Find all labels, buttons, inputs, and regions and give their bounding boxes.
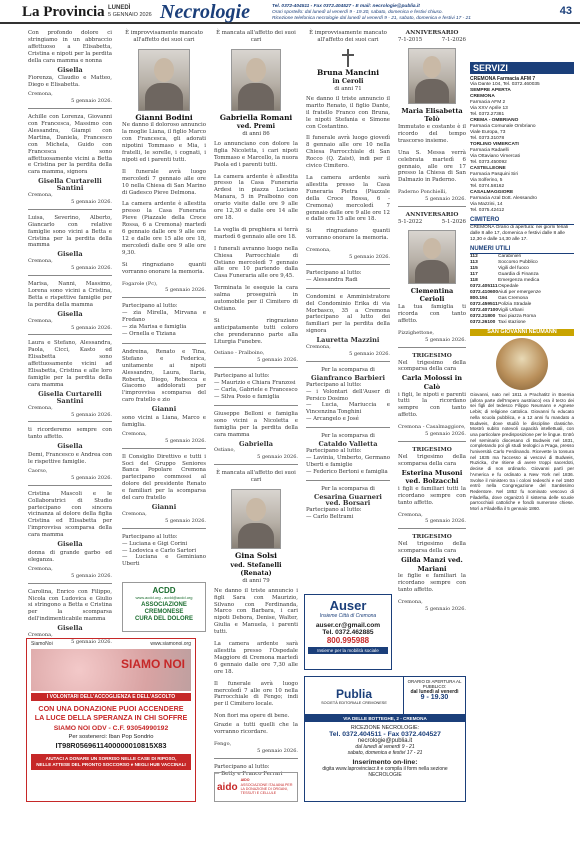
pharmacy-line: Via XXV Aprile 13	[470, 106, 508, 111]
mourner: — Luciana e Gigi Corini	[122, 540, 188, 547]
publia-logo: Publia	[335, 686, 372, 701]
pharmacy-line: CASTELLEONE	[470, 166, 506, 171]
mourner: — Lucia, Mariuccia e Vincenzina Tonghini	[306, 402, 390, 416]
acdd-url[interactable]: www.acdd.org - acdd@acdd.org	[135, 595, 193, 600]
auser-logo: Auser	[329, 598, 367, 613]
phone-number: 0372.405111	[470, 284, 498, 289]
publia-tel: Tel. 0372.404511 - Fax 0372.404527	[329, 731, 441, 738]
pharmacy-line: Tel. 0372.27381	[470, 112, 505, 117]
siamonoi-bank: Per sostenerci: Iban Pop Sondrio	[68, 734, 154, 740]
deceased-name: Gisella	[57, 442, 83, 451]
notice	[28, 114, 112, 206]
deceased-photo-maria-elisabetta-telo	[408, 48, 456, 104]
notice	[28, 491, 112, 580]
publia-email[interactable]: necrologie@publia.it	[357, 738, 413, 744]
phone-number-label: Vigili Urbani	[498, 308, 524, 313]
saint-biography: Giovanni, nato nel 1811 a Prachatitz in Boemia (allora parte dell'Impero austriaco) era il terzo dei sei figli del tedesco Filippo Neumann e Agnese Lebis; di religione cattolica. Giovanni fu educato nella scuola pubblica, e a 12 anni fu mandato a Budweis, dove studiò le discipline classiche. Mostrò subito notevoli capacità intellettuali, con una particolare predisposizione per le lingue. Entrò nel seminario diocesano di Budweis nel 1831, completando poi gli studi teologici a Praga, presso l'università Carlo Ferdinando. Ricevette la tonsura nel 1835 ma l'accesso ai vescovi di Budweis, Ruzicka, che ritiene di avere troppi sacerdoti, decise di non ordinarlo. Giovanni partì per l'America e fu ordinato a New York nel 1836. Svolse il ministero tra i coloni tedeschi e nel 1840 entrò nella Congregazione del Santissimo Redentore. Nel 1852 fu nominato vescovo di Filadelfia, dove organizzò il sistema delle scuole parrocchiali cattoliche e fondò numerose chiese. Morì a Filadelfia il 5 gennaio 1860.	[470, 392, 574, 512]
acdd-logo: ACDD	[152, 586, 176, 595]
notice-city: Cremona,	[28, 565, 53, 572]
divider	[28, 421, 112, 422]
mourner: — Lodovica e Carlo Sartori	[122, 547, 197, 554]
useful-numbers-list	[470, 254, 574, 326]
notice-text: Cristina Mascoli e le Collaboratrici di Studio partecipano con sincera vicinanza al dolore della figlia Cristina ed Elisabetta per l'improvvisa scomparsa della cara mamma	[28, 490, 112, 539]
saint-image	[496, 338, 548, 390]
divider	[28, 334, 112, 335]
deceased-photo-gabriella-romani	[231, 49, 281, 111]
deceased-name: Gisella	[57, 309, 83, 318]
phone-number-label: Vigili del fuoco	[498, 266, 529, 271]
notice-city: Cremona,	[28, 192, 53, 199]
pharmacy-list	[470, 82, 574, 214]
pharmacy-line: Viale Europa, 73	[470, 130, 506, 135]
acdd-name: ASSOCIAZIONE CREMONESE CURA DEL DOLORE	[134, 602, 193, 622]
siamonoi-footer: AIUTACI A DONARE UN SORRISO NELLE CASE DI RIPOSO, NELLE ATTESE DEL PRONTO SOCCORSO e NEGLI HUB VACCINALI	[31, 754, 191, 770]
mourner: — Federico Bertoni e famiglia	[306, 468, 388, 475]
mourners-list	[306, 277, 390, 284]
pharmacy-line: Farmacia AFM 2	[470, 100, 506, 105]
notice-date: 5 gennaio 2026.	[71, 198, 112, 205]
cemetery-title: CIMITERO	[470, 216, 574, 225]
auser-phone: 800.995988	[326, 636, 370, 645]
divider	[28, 209, 112, 210]
phone-number: 0372.21800	[470, 314, 496, 319]
pharmacy-line: Tel. 0374.58162	[470, 184, 505, 189]
auser-tagline: Insieme Città di Cremona	[319, 613, 377, 619]
column-2: È improvvisamente mancato all'affetto dei suoi cari Gianni Bodini Ne danno il doloroso annuncio la moglie Liana, il figlio Marco con Francesca, gli adorati nipotini Tommaso e Mia, i fratelli, le sorelle, i cognati, i nipoti ed i parenti tutti. Il funerale avrà luogo mercoledì 7 gennaio alle ore 10 nella Chiesa di San Marino di Gadesco Pieve Delmona. La camera ardente è allestita presso la Casa Funeraria Pieve (Piazzale della Croce Rossa, 6 a Cremona) martedì 6 gennaio dalle ore 9 alle ore 12 e dalle ore 15 alle ore 18, mercoledì dalle ore 9 alle ore 9,30. Si ringraziano quanti vorranno onorare la memoria. Fogarole (Pc), 5 gennaio 2026. Partecipano al lutto: — zia Mirella, Mirvana e Fredano — zia Marisa e famiglia — Ornella e Tiziana Andreina, Renato e Tina, Stefano e Federica, unitamente ai nipoti Alessandro, Laura, Ilaria, Roberta, Diego, Rebecca e Giacomo addolorati per l'improvvisa scomparsa del caro fratello e zio Gianni sono vicini a Liana, Marco e famiglia. Cremona, 5 gennaio 2026. Il Consiglio Direttivo e tutti i Soci del Gruppo Seniores Banca Popolare Cremona partecipano commossi al dolore del presidente Renato e familiari per la scomparsa del caro fratello Gianni Cremona, 5 gennaio 2026. Partecipano al lutto: — Luciana e Gigi Corini — Lodovica e Carlo Sartori — Luciana e Geminiano Uberti	[122, 30, 206, 568]
phone-number-label: Ospedale	[498, 284, 519, 289]
notice-text: Marisa, Nanni, Massimo, Lorena sono vicini a Cristina, Betta e rispettive famiglie per la perdita della mamma	[28, 281, 112, 308]
notice-text: Luisa, Severino, Alberto, Giancarlo con relative famiglie sono vicini a Betta e Cristina per la perdita della mamma	[28, 214, 112, 249]
notice-city: Cremona,	[28, 91, 53, 98]
notice-city: Cremona,	[28, 404, 53, 411]
notice-date: 5 gennaio 2026.	[71, 411, 112, 418]
siamonoi-title: SIAMO NOI	[120, 657, 185, 671]
siamonoi-url[interactable]: www.siamonoi.org	[150, 641, 191, 647]
pharmacy-line: Tel. 0373.31078	[470, 136, 505, 141]
phone-number-label: Guardia di Finanza	[498, 272, 539, 277]
publia-ad: Publia SOCIETÀ EDITORIALE CREMONESE ORARIO DI APERTURA AL PUBBLICO: dal lunedì al venerdì 9 - 19.30 VIA DELLE BOTTEGHE, 2 - CREMONA RICEZIONE NECROLOGIE: Tel. 0372.404511 - Fax 0372.404527 necrologie@publia.it dal lunedì al venerdì 9 - 21 sabato, domenica e festivi 17 - 21 Inserimento on-line: digita www.laprovinciacr.it e compila il form nella sezione NECROLOGIE	[304, 676, 466, 802]
phone-number: 0372.410600	[470, 290, 499, 295]
mourner: — zia Marisa e famiglia	[122, 324, 187, 331]
auser-ad	[304, 594, 392, 670]
deceased-photo-gianni-bodini	[138, 49, 190, 111]
column-3: È mancata all'affetto dei suoi cari Gabriella Romani ved. Premi di anni 86 Lo annunciano con dolore la figlia Nicoletta, i cari nipoti Tommaso e Marcello, la nuora Paola ed i parenti tutti. La camera ardente è allestita presso la Casa Funeraria Ardesi in piazza Luciano Manara, 5 in Pralboino con orario visite dalle ore 9 alle ore 12,30 e dalle ore 14 alle ore 18. La veglia di preghiera si terrà martedì 6 gennaio alle ore 18. I funerali avranno luogo nella Chiesa Parrocchiale di Ostiano mercoledì 7 gennaio alle ore 10 partendo dalla Casa Funeraria alle ore 9,45. Terminata le esequie la cara salma proseguirà in automobile per il Cimitero di Ostiano. Si ringraziano anticipatamente tutti coloro che prenderanno parte alla Liturgia Funebre. Ostiano - Pralboino, 5 gennaio 2026. Partecipano al lutto: — Maurizio e Chiara Franzosi — Carla, Gabriele e Francesco — Silva Posio e famiglia Giuseppe Belloni e famiglia sono vicini a Nicoletta e famiglia per la perdita della cara mamma Gabriella Ostiano, 5 gennaio 2026. È mancata all'affetto dei suoi cari Gina Solsi ved. Stefanelli (Renata) di anni 79 Ne danno il triste annuncio i figli Sara con Maurizio, Silvano con Ferdinanda, Marco con Barbara, i cari nipoti Debora, Denise, Walter, Giulia e Manuela, i parenti tutti. La camera ardente sarà allestita presso l'Ospedale Maggiore di Cremona martedì 6 gennaio dalle ore 7,30 alle ore 18. Il funerale avrà luogo mercoledì 7 alle ore 10 nella Parrocchiale di Fengo; indi per il Cimitero locale. Non fiori ma opere di bene. Grazie a tutti quelli che la vorranno ricordare. Fengo, 5 gennaio 2026. Partecipano al lutto: — Betty e Franco Ferrari	[214, 30, 298, 777]
notice-text: Achille con Lorenza, Giovanni con Francesca, Massimo con Alessandra, Giampi con Martina, Daniela, Francesco con Michela, Guido con Francesca sono affettuosamente vicini a Betta e Cristina per la perdita della cara mamma, signora	[28, 114, 112, 176]
mourner: — Alessandra Radi	[306, 276, 358, 283]
notice-city: Cremona,	[28, 317, 53, 324]
mourner: — i Volontari dell'Auser di Persico Dosimo	[306, 388, 390, 402]
phone-number-label: Gas Cremona	[498, 296, 528, 301]
notice-city: Caorso,	[28, 467, 48, 474]
siamonoi-iban: IT98R0569611400000010815X83	[55, 741, 167, 750]
useful-numbers-title: NUMERI UTILI	[470, 245, 574, 254]
column-4: È improvvisamente mancato all'affetto dei suoi cari Bruna Mancini in Ceroli di anni 71 Ne danno il triste annuncio il marito Renato, il figlio Dante, il fratello Franco con Bruna, le nipoti Stefania e Simone con Costantino. Il funerale avrà luogo giovedì 8 gennaio alle ore 10 nella Chiesa Parrocchiale di San Rocco (Q. Zaist), indi per il civico Cimitero. La camera ardente sarà allestita presso la Casa Funeraria Pietra (Piazzale della Croce Rossa, 6 - Cremona) mercoledì 7 gennaio dalle ore 9 alle ore 12 e dalle ore 15 alle ore 18. Si ringraziano quanti vorranno onorare la memoria. Cremona, 5 gennaio 2026. Partecipano al lutto: — Alessandra Radi Condomini e Amministratore del Condominio Erika di via Morbasco, 35 a Cremona partecipano al lutto dei familiari per la perdita della signora Lauretta Mazzini Cremona, 5 gennaio 2026. Per la scomparsa di Gianfranco Barbieri Partecipano al lutto: — i Volontari dell'Auser di Persico Dosimo — Lucia, Mariuccia e Vincenzina Tonghini — Arcangelo e José Per la scomparsa di Cataldo Valletta Partecipano al lutto: — Lavinia, Umberto, Germano Uberti e famiglie — Federico Bertoni e famiglia Per la scomparsa di Cesarina Guarneri ved. Borsari Partecipano al lutto: — Carlo Beltrami	[306, 30, 390, 521]
pharmacy-line: Via Mazzini, 14	[470, 202, 503, 207]
notice	[28, 340, 112, 418]
cross-icon	[341, 49, 355, 67]
notice-signatories: donna di grande garbo ed eleganza.	[28, 550, 112, 563]
notice-date: 5 gennaio 2026.	[71, 474, 112, 481]
newspaper-logo: La Provincia	[22, 4, 105, 20]
aido-logo: aido	[217, 781, 238, 793]
notice-signatories: Fiorenza, Claudio e Matteo, Diego e Elisabetta.	[28, 75, 112, 89]
phone-number-label: Aiuti per emergenze	[498, 290, 541, 295]
notices-list	[28, 30, 112, 646]
pharmacy-line: CREMONA	[470, 94, 495, 99]
mourner: — Ornella e Tiziana	[122, 330, 176, 337]
notice-date: 5 gennaio 2026.	[71, 98, 112, 105]
notice	[28, 30, 112, 105]
notice-intro: È improvvisamente mancato all'affetto dei suoi cari	[125, 30, 203, 43]
phone-number: 117	[470, 272, 478, 277]
pharmacy-line: TORLINO VIMERCATI	[470, 142, 519, 147]
deceased-name: Gisella	[57, 250, 83, 259]
pharmacy-line: Tel. 0375.42412	[470, 208, 505, 213]
pharmacy-line: CREMA - OMBRIANO	[470, 118, 519, 123]
notice-city: Cremona,	[28, 258, 53, 265]
mourner: — Luciana e Geminiano Uberti	[122, 554, 206, 568]
notice	[28, 215, 112, 272]
column-5: ANNIVERSARIO 7-1-2015 7-1-2026 Maria Elisabetta Telò Immutato e costante è il ricordo del tempo trascorso insieme. Una S. Messa verrà celebrata martedì 6 gennaio, alle ore 17 presso la Chiesa di San Dalmazio in Paderno. Paderno Ponchielli, 5 gennaio 2026. ANNIVERSARIO 5-1-2022 5-1-2026 Clementina Cerioli La tua famiglia ti ricorda con tanto affetto. Pizzighettone, 5 gennaio 2026. TRIGESIMO Nel trigesimo della scomparsa della cara Carla Molossi in Calò i figli, le nipoti e parenti tutti la ricordano sempre con tanto affetto. Cremona - Casalmaggiore, 5 gennaio 2026. TRIGESIMO Nel trigesimo della scomparsa della cara Esterina Musoni ved. Bolzacchi i figli e familiari tutti la ricordano sempre con tanto affetto. Cremona, 5 gennaio 2026. TRIGESIMO Nel trigesimo della scomparsa della cara Gilda Manzi ved. Mariani le figlie e familiari la ricordano sempre con tanto affetto. Cremona, 5 gennaio 2026.	[398, 30, 466, 612]
pharmacy-line: SEMPRE APERTA	[470, 88, 511, 93]
phone-number: 800.194	[470, 296, 488, 301]
services-title: SERVIZI	[470, 62, 574, 74]
auser-footer: Insieme per la mobilità sociale	[308, 647, 388, 654]
pharmacy-line: Farmacia Azal Dott. Alessandro	[470, 196, 537, 201]
siamonoi-ad	[26, 638, 196, 802]
siamonoi-subtitle: I VOLONTARI DELL'ACCOGLIENZA E DELL'ASCOLTO	[31, 693, 191, 701]
mourners-list	[122, 541, 206, 569]
mourner: — Maurizio e Chiara Franzosi	[214, 380, 296, 387]
siamonoi-cf: SIAMO NOI ODV - C.F. 93054990192	[53, 725, 169, 732]
phone-number: 0372.26100	[470, 320, 496, 325]
siamonoi-brand: SiamoNoi	[31, 641, 53, 647]
mourners-list	[306, 389, 390, 424]
pharmacy-line: Via Ottaviano Vimercati	[470, 154, 520, 159]
notice-date: 5 gennaio 2026.	[71, 638, 112, 645]
divider	[28, 485, 112, 486]
notice-city: Cremona,	[28, 632, 53, 639]
notice-date: 5 gennaio 2026.	[71, 324, 112, 331]
mourner: — zia Mirella, Mirvana e Fredano	[122, 310, 206, 324]
publia-subtitle: SOCIETÀ EDITORIALE CREMONESE	[321, 700, 387, 705]
phone-number-label: Polizia Stradale	[498, 302, 532, 307]
phone-number: 0372.407100	[470, 308, 499, 313]
siamonoi-headline: CON UNA DONAZIONE PUOI ACCENDERE LA LUCE DELLA SPERANZA IN CHI SOFFRE	[34, 704, 188, 722]
phone-number: 112	[470, 254, 478, 259]
notice-date: 5 gennaio 2026.	[71, 572, 112, 579]
saint-of-the-day-title: SAN GIOVANNI NEUMANN	[470, 329, 574, 336]
pharmacy-line: Via Dante 104, Tel. 0372.460035	[470, 82, 540, 87]
deceased-name: Gianni Bodini	[135, 112, 193, 122]
notice-text: Carolina, Enrico con Filippo, Nicola con Ludovica e Giulio si stringono a Betta e Cristina per la scomparsa dell'indimenticabile mamma	[28, 588, 112, 623]
publia-online: digita www.laprovinciacr.it e compila il form nella sezione NECROLOGIE	[322, 766, 448, 778]
deceased-photo-gina-solsi	[231, 489, 281, 549]
mourners-list	[214, 380, 298, 401]
notice	[28, 281, 112, 331]
mourners-list	[306, 514, 390, 521]
phone-number-label: Soccorso Pubblico	[498, 260, 538, 265]
phone-number-label: Taxi stazione	[498, 320, 526, 325]
deceased-name: Gisella	[57, 624, 83, 633]
section-title: Necrologie	[160, 1, 250, 23]
phone-number: 113	[470, 260, 478, 265]
phone-number-label: Carabinieri	[498, 254, 522, 259]
divider	[28, 108, 112, 109]
pharmacy-line: Farmacia Comunale Ombriano	[470, 124, 536, 129]
acdd-ad	[122, 582, 206, 632]
deceased-name: Gisella Curtarelli Santini	[38, 389, 102, 405]
auser-tel: Tel. 0372.462885	[322, 629, 374, 636]
aido-ad: aido AIDO ASSOCIAZIONE ITALIANA PER LA DONAZIONE DI ORGANI, TESSUTI E CELLULE	[214, 772, 298, 802]
page-number: 43	[559, 5, 572, 17]
pharmacy-line: Farmacia Pasquini Siri	[470, 172, 518, 177]
pharmacy-line: Tel. 0373.450092	[470, 160, 507, 165]
notice-text: Con profondo dolore ci stringiamo in un abbraccio affettuoso a Elisabetta, Cristina e nipoti per la perdita della cara mamma e nonna	[28, 30, 112, 64]
mourner: — Silva Posio e famiglia	[214, 394, 280, 400]
deceased-photo-clementina-cerioli	[408, 230, 456, 284]
contact-info: Tel. 0372-404511 - Fax 0372.404527 - E mail: necrologie@publia.it Orari sportello: dal lunedì al venerdì 9 - 19.30, sabato, domenica e festivi chiuso. Ricezione telefonica necrologie dal lunedì al venerdì 9 - 21, sabato, domenica e festivi 17 - 21	[272, 4, 471, 21]
column-1	[28, 30, 112, 646]
issue-date: LUNEDÌ 5 GENNAIO 2026	[108, 5, 152, 18]
siamonoi-photo	[31, 649, 191, 691]
mourners-list	[122, 310, 206, 338]
phone-number: 115	[470, 266, 478, 271]
divider	[28, 275, 112, 276]
deceased-name: Gisella	[57, 65, 83, 74]
phone-number-label: Emergenza medica	[498, 278, 540, 283]
notice	[28, 427, 112, 481]
mourner: — Arcangelo e José	[306, 416, 359, 423]
mourners-list	[306, 455, 390, 476]
notice-text: Laura e Stefano, Alessandra, Paola, Cicci, Kasto ed Elisabetta sono affettuosamente vicini ad Elisabetta, Cristina e alle loro famiglie per la perdita della cara mamma	[28, 340, 112, 388]
services-sidebar: SERVIZI CREMONA Farmacia AFM 7 Via Dante 104, Tel. 0372.460035 SEMPRE APERTA CREMONA Farmacia AFM 2 Via XXV Aprile 13 Tel. 0372.27381 CREMA - OMBRIANO Farmacia Comunale Ombriano Viale Europa, 73 Tel. 0373.31078 TORLINO VIMERCATI Farmacia Radaelli Via Ottaviano Vimercati Tel. 0373.450092 CASTELLEONE Farmacia Pasquini Siri Via Solferino, 5 Tel. 0374.58162 CASALMAGGIORE Farmacia Azal Dott. Alessandro Via Mazzini, 14 Tel. 0375.42412 CIMITERO CREMONA Orario di apertura: nei giorni feriali dalle 8 alle 17, domenica e festivi dalle 8 alle 12,30 e dalle 14,30 alle 17. NUMERI UTILI 112 Carabinieri 113 Soccorso Pubblico 115 Vigili del fuoco 117 Guardia di Finanza 118 Emergenza medica 0372.405111 Ospedale 0372.410600 Aiuti per emergenze 800.194 Gas Cremona 0372.459511 Polizia Stradale 0372.407100 Vigili Urbani 0372.21800 Taxi piazza Roma 0372.26100 Taxi stazione SAN GIOVANNI NEUMANN Giovanni, nato nel 1811 a Prachatitz in Boemia (allora parte dell'Impero austriaco) era il terzo dei sei figli del tedesco Filippo Neumann e Agnese Lebis; di religione cattolica. Giovanni fu educato nella scuola pubblica, e a 12 anni fu mandato a Budweis, dove studiò le discipline classiche. Mostrò subito notevoli capacità intellettuali, con una particolare predisposizione per le lingue. Entrò nel seminario diocesano di Budweis nel 1831, completando poi gli studi teologici a Praga, presso l'università Carlo Ferdinando. Ricevette la tonsura nel 1835 ma l'accesso ai vescovi di Budweis, Ruzicka, che ritiene di avere troppi sacerdoti, decise di non ordinarlo. Giovanni partì per l'America e fu ordinato a New York nel 1836. Svolse il ministero tra i coloni tedeschi e nel 1840 entrò nella Congregazione del Santissimo Redentore. Nel 1852 fu nominato vescovo di Filadelfia, dove organizzò il sistema delle scuole parrocchiali cattoliche e fondò numerose chiese. Morì a Filadelfia il 5 gennaio 1860.	[470, 63, 574, 512]
phone-number: 0372.459511	[470, 302, 498, 307]
auser-email[interactable]: auser.cr@gmail.com	[315, 622, 381, 629]
mourner: — Carla, Gabriele e Francesco	[214, 387, 298, 394]
phone-number: 118	[470, 278, 478, 283]
pharmacy-line: Via Solferino, 5	[470, 178, 503, 183]
notice-signatories: Demi, Francesco e Andrea con le rispettive famiglie.	[28, 452, 112, 466]
page-header	[0, 0, 580, 24]
notice-text: ti ricorderemo sempre con tanto affetto.	[28, 427, 112, 441]
pharmacy-line: Farmacia Radaelli	[470, 148, 509, 153]
publia-address: VIA DELLE BOTTEGHE, 2 - CREMONA	[305, 715, 465, 722]
cemetery-hours: CREMONA Orario di apertura: nei giorni feriali dalle 8 alle 17, domenica e festivi dalle 8 alle 12,30 e dalle 14,30 alle 17.	[470, 225, 569, 242]
phone-number-row	[470, 320, 574, 326]
mourner: — Betty e Franco Ferrari	[214, 770, 283, 777]
deceased-name: Gisella	[57, 540, 83, 549]
pharmacy-line: CASALMAGGIORE	[470, 190, 514, 195]
mourner: — Carlo Beltrami	[306, 514, 354, 521]
mourner: — Lavinia, Umberto, Germano Uberti e famiglie	[306, 454, 390, 468]
phone-number-label: Taxi piazza Roma	[498, 314, 536, 319]
deceased-name: Gisella Curtarelli Santini	[38, 177, 102, 193]
divider	[28, 583, 112, 584]
notice-date: 5 gennaio 2026.	[71, 265, 112, 272]
